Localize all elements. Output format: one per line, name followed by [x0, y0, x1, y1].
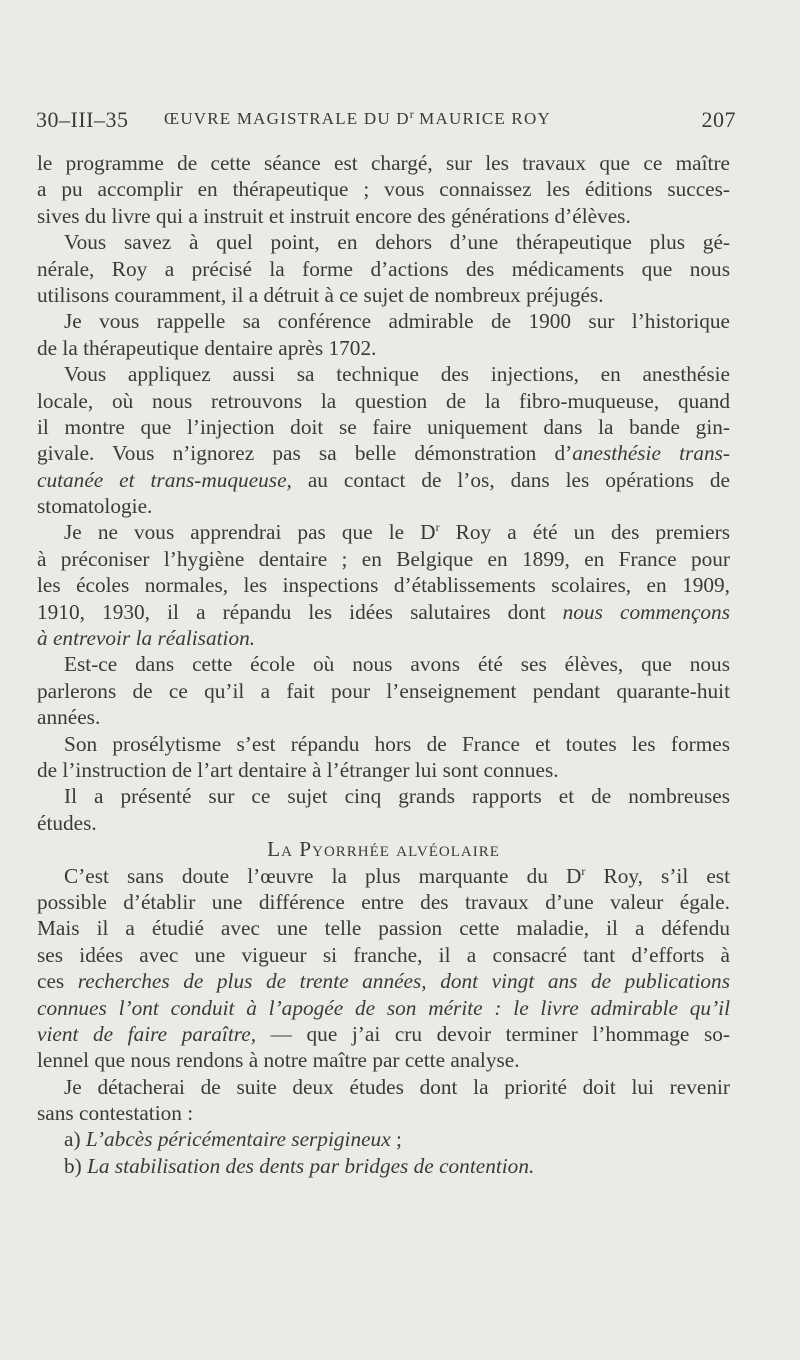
text-line: Vous savez à quel point, en dehors d’une thérapeutique plus gé- — [64, 230, 730, 255]
text-line: ces recherches de plus de trente années, dont vingt ans de publications — [37, 969, 730, 994]
text-line: sans contestation : — [37, 1101, 194, 1126]
text-line: givale. Vous n’ignorez pas sa belle démonstration d’anesthésie trans- — [37, 441, 730, 466]
header-title: ŒUVRE MAGISTRALE DU $D^r$ MAURICE ROY — [164, 107, 551, 128]
list-item: a) L’abcès péricémentaire serpigineux ; — [64, 1127, 402, 1152]
text-line: cutanée et trans-muqueuse, au contact de l’os, dans les opérations de — [37, 467, 730, 492]
text-line: sives du livre qui a instruit et instruit encore des générations d’élèves. — [37, 203, 631, 228]
text-line: à entrevoir la réalisation. — [37, 626, 256, 651]
text-line: lennel que nous rendons à notre maître par cette analyse. — [37, 1048, 520, 1073]
text-line: Son prosélytisme s’est répandu hors de France et toutes les formes — [64, 731, 730, 756]
text-line: il montre que l’injection doit se faire uniquement dans la bande gin- — [37, 414, 730, 439]
text-line: nérale, Roy a précisé la forme d’actions des médicaments que nous — [37, 256, 730, 281]
text-line: de l’instruction de l’art dentaire à l’étranger lui sont connues. — [37, 757, 559, 782]
body-text — [37, 150, 730, 1179]
page-number: 207 — [701, 107, 736, 132]
text-line: Vous appliquez aussi sa technique des injections, en anesthésie — [64, 362, 730, 387]
text-line: de la thérapeutique dentaire après 1702. — [37, 335, 377, 360]
text-line: connues l’ont conduit à l’apogée de son mérite : le livre admirable qu’il — [37, 995, 730, 1020]
text-line: 1910, 1930, il a répandu les idées salutaires dont nous commençons — [37, 599, 730, 624]
text-line: Il a présenté sur ce sujet cinq grands rapports et de nombreuses — [64, 784, 730, 809]
section-heading: La Pyorrhée alvéolaire — [267, 837, 500, 862]
text-line: ses idées avec une vigueur si franche, il a consacré tant d’efforts à — [37, 942, 730, 967]
text-line: Est-ce dans cette école où nous avons été ses élèves, que nous — [64, 652, 730, 677]
text-line: études. — [37, 810, 97, 835]
text-line: années. — [37, 705, 101, 730]
text-line: Je ne vous apprendrai pas que le $D^r$ Roy a été un des premiers — [64, 520, 730, 545]
text-line: à préconiser l’hygiène dentaire ; en Belgique en 1899, en France pour — [37, 546, 730, 571]
text-line: parlerons de ce qu’il a fait pour l’enseignement pendant quarante-huit — [37, 678, 730, 703]
text-line: utilisons couramment, il a détruit à ce sujet de nombreux préjugés. — [37, 282, 604, 307]
text-line: le programme de cette séance est chargé, sur les travaux que ce maître — [37, 151, 730, 175]
text-line: Mais il a étudié avec une telle passion cette maladie, il a défendu — [37, 916, 730, 941]
text-line: locale, où nous retrouvons la question de la fibro-muqueuse, quand — [37, 388, 730, 413]
text-line: vient de faire paraître, — que j’ai cru devoir terminer l’hommage so- — [37, 1021, 730, 1046]
text-line: possible d’établir une différence entre des travaux d’une valeur égale. — [37, 889, 730, 914]
text-line: stomatologie. — [37, 494, 153, 519]
text-line: les écoles normales, les inspections d’établissements scolaires, en 1909, — [37, 573, 730, 598]
text-line: Je détacherai de suite deux études dont la priorité doit lui revenir — [64, 1074, 730, 1099]
text-line: Je vous rappelle sa conférence admirable de 1900 sur l’historique — [64, 309, 730, 334]
text-line: a pu accomplir en thérapeutique ; vous connaissez les éditions succes- — [37, 177, 730, 202]
header-date: 30–III–35 — [36, 107, 129, 132]
list-item: b) La stabilisation des dents par bridges de contention. — [64, 1153, 535, 1178]
text-line: C’est sans doute l’œuvre la plus marquante du $D^r$ Roy, s’il est — [64, 863, 730, 888]
running-head — [36, 107, 736, 137]
